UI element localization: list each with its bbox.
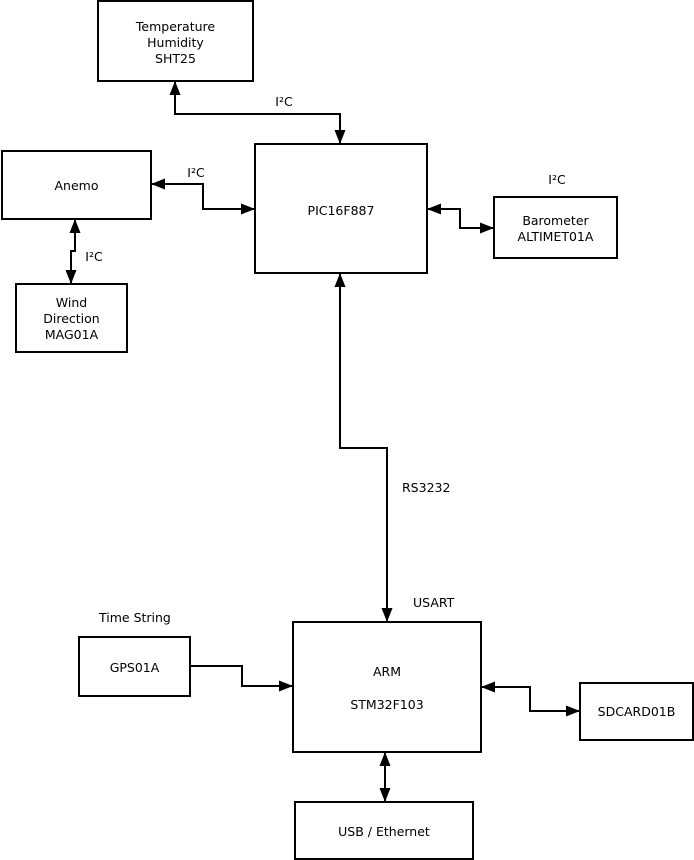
edge-label-time-string: Time String [99,610,171,625]
edge-label-i2c-wind: I²C [85,249,103,264]
node-arm-label-line1: ARM [372,664,402,679]
node-sdcard-label: SDCARD01B [597,704,676,719]
node-wind-label-line3: MAG01A [44,327,99,342]
edge-anemo-wind [71,219,75,284]
node-gps-label: GPS01A [109,660,160,675]
node-pic16f887-label: PIC16F887 [307,203,375,218]
node-barometer-label-line2: ALTIMET01A [517,229,594,244]
edge-label-i2c-anemo: I²C [187,165,205,180]
node-arm-label-line2: STM32F103 [350,697,424,712]
node-pic16f887 [255,144,427,273]
node-usb-ethernet-label: USB / Ethernet [338,824,430,839]
node-arm-box [293,622,481,752]
edge-pic-sht25 [175,81,340,144]
node-sht25-label-line1: Temperature [135,19,216,34]
edge-label-rs3232: RS3232 [402,480,451,495]
edge-label-i2c-sht25: I²C [275,94,293,109]
node-arm [293,622,481,752]
edge-label-usart: USART [413,595,455,610]
edge-pic-anemo [151,184,255,209]
node-wind-label-line1: Wind [55,295,88,310]
edge-pic-arm [340,273,387,622]
node-sdcard [580,683,693,740]
node-gps [79,637,190,696]
node-anemo [2,151,151,219]
edge-label-i2c-barometer: I²C [548,172,566,187]
edge-gps-arm [190,666,293,686]
node-barometer [494,197,617,258]
node-wind-label-line2: Direction [43,311,100,326]
node-wind-direction [16,284,127,352]
diagram-nodes [2,1,693,859]
node-sht25-label-line2: Humidity [147,35,204,50]
node-sht25 [98,1,253,81]
edge-arm-sdcard [481,687,580,711]
node-sht25-label-line3: SHT25 [155,51,196,66]
edge-pic-barometer [427,209,494,228]
node-barometer-label-line1: Barometer [522,213,589,228]
node-anemo-label: Anemo [54,178,99,193]
node-usb-ethernet [295,802,473,859]
